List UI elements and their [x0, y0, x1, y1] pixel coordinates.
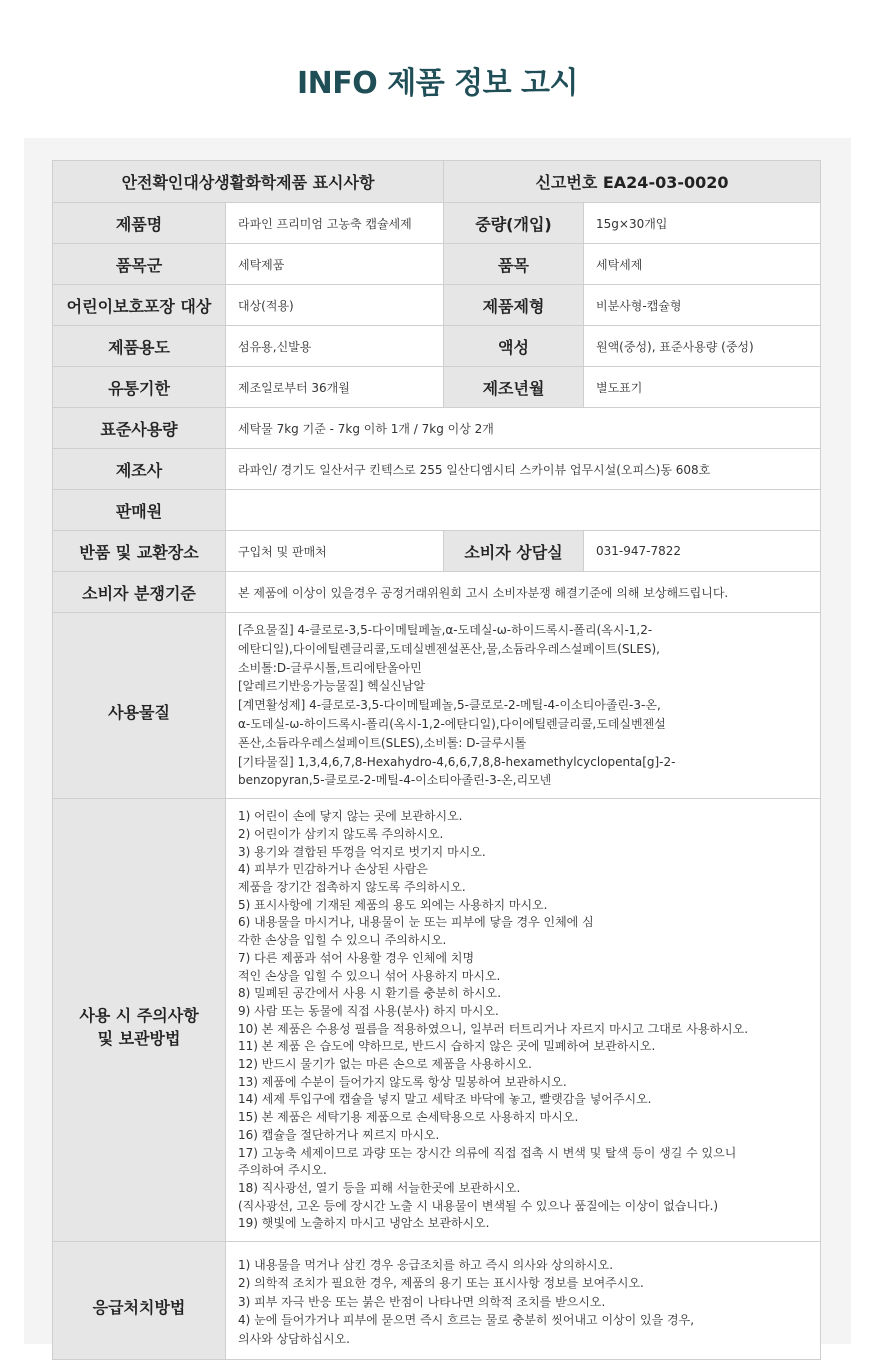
label-precautions: 사용 시 주의사항 및 보관방법	[53, 799, 226, 1242]
table-row	[53, 531, 821, 572]
label-first-aid: 응급처치방법	[53, 1242, 226, 1360]
label-weight: 중량(개입)	[444, 203, 584, 244]
table-row	[53, 244, 821, 285]
label-consumer-center: 소비자 상담실	[444, 531, 584, 572]
table-row	[53, 408, 821, 449]
value-first-aid: 1) 내용물을 먹거나 삼킨 경우 응급조치를 하고 즉시 의사와 상의하시오. 2) 의학적 조치가 필요한 경우, 제품의 용기 또는 표시사항 정보를 보여주시오. 3) 피부 자극 반응 또는 붉은 반점이 나타나면 의학적 조치를 받으시오. 4) 눈에 들어가거나 피부에 묻으면 즉시 흐르는 물로 충분히 씻어내고 이상이 있을 경우, 의사와 상담하십시오.	[226, 1242, 821, 1360]
label-product-name: 제품명	[53, 203, 226, 244]
table-row	[53, 449, 821, 490]
label-child-pack: 어린이보호포장 대상	[53, 285, 226, 326]
label-category: 품목군	[53, 244, 226, 285]
table-row	[53, 1242, 821, 1360]
value-returns: 구입처 및 판매처	[226, 531, 444, 572]
value-precautions: 1) 어린이 손에 닿지 않는 곳에 보관하시오. 2) 어린이가 삼키지 않도록 주의하시오. 3) 용기와 결합된 뚜껑을 억지로 벗기지 마시오. 4) 피부가 민감하거나 손상된 사람은 제품을 장기간 접촉하지 않도록 주의하시오. 5) 표시사항에 기재된 제품의 용도 외에는 사용하지 마시오. 6) 내용물을 마시거나, 내용물이 눈 또는 피부에 닿을 경우 인체에 심 각한 손상을 입힐 수 있으니 주의하시오. 7) 다른 제품과 섞어 사용할 경우 인체에 치명 적인 손상을 입힐 수 있으니 섞어 사용하지 마시오. 8) 밀폐된 공간에서 사용 시 환기를 충분히 하시오. 9) 사람 또는 동물에 직접 사용(분사) 하지 마시오. 10) 본 제품은 수용성 필름을 적용하였으니, 일부러 터트리거나 자르지 마시고 그대로 사용하시오. 11) 본 제품 은 습도에 약하므로, 반드시 습하지 않은 곳에 밀폐하여 보관하시오. 12) 반드시 물기가 없는 마른 손으로 제품을 사용하시오. 13) 제품에 수분이 들어가지 않도록 항상 밀봉하여 보관하시오. 14) 세제 투입구에 캡슐을 넣지 말고 세탁조 바닥에 놓고, 빨랫감을 넣어주시오. 15) 본 제품은 세탁기용 제품으로 손세탁용으로 사용하지 마시오. 16) 캡슐을 절단하거나 찌르지 마시오. 17) 고농축 세제이므로 과량 또는 장시간 의류에 직접 접촉 시 변색 및 탈색 등이 생길 수 있으니 주의하여 주시오. 18) 직사광선, 열기 등을 피해 서늘한곳에 보관하시오. (직사광선, 고온 등에 장시간 노출 시 내용물이 변색될 수 있으나 품질에는 이상이 없습니다.) 19) 햇빛에 노출하지 마시고 냉암소 보관하시오.	[226, 799, 821, 1242]
value-weight: 15g×30개입	[584, 203, 821, 244]
label-manufacturer: 제조사	[53, 449, 226, 490]
label-ph: 액성	[444, 326, 584, 367]
value-item: 세탁세제	[584, 244, 821, 285]
value-manufacturer: 라파인/ 경기도 일산서구 킨텍스로 255 일산디엠시티 스카이뷰 업무시설(오피스)동 608호	[226, 449, 821, 490]
label-expiry: 유통기한	[53, 367, 226, 408]
value-consumer-center: 031-947-7822	[584, 531, 821, 572]
value-formulation: 비분사형-캡슐형	[584, 285, 821, 326]
value-product-name: 라파인 프리미엄 고농축 캡슐세제	[226, 203, 444, 244]
value-dispute: 본 제품에 이상이 있을경우 공정거래위원회 고시 소비자분쟁 해결기준에 의해 보상해드립니다.	[226, 572, 821, 613]
label-standard-amount: 표준사용량	[53, 408, 226, 449]
value-category: 세탁제품	[226, 244, 444, 285]
label-formulation: 제품제형	[444, 285, 584, 326]
table-header-left: 안전확인대상생활화학제품 표시사항	[53, 161, 444, 203]
table-row	[53, 326, 821, 367]
label-returns: 반품 및 교환장소	[53, 531, 226, 572]
table-row	[53, 799, 821, 1242]
page-title: INFO 제품 정보 고시	[297, 66, 578, 101]
table-header-row	[53, 161, 821, 203]
table-row	[53, 613, 821, 799]
label-item: 품목	[444, 244, 584, 285]
value-seller	[226, 490, 821, 531]
value-usage: 섬유용,신발용	[226, 326, 444, 367]
label-seller: 판매원	[53, 490, 226, 531]
value-manufacture-date: 별도표기	[584, 367, 821, 408]
table-row	[53, 285, 821, 326]
table-row	[53, 367, 821, 408]
label-usage: 제품용도	[53, 326, 226, 367]
label-dispute: 소비자 분쟁기준	[53, 572, 226, 613]
table-row	[53, 490, 821, 531]
value-ph: 원액(중성), 표준사용량 (중성)	[584, 326, 821, 367]
label-ingredients: 사용물질	[53, 613, 226, 799]
value-child-pack: 대상(적용)	[226, 285, 444, 326]
table-row	[53, 203, 821, 244]
table-header-right: 신고번호 EA24-03-0020	[444, 161, 821, 203]
label-manufacture-date: 제조년월	[444, 367, 584, 408]
value-expiry: 제조일로부터 36개월	[226, 367, 444, 408]
product-info-table	[52, 160, 821, 1360]
value-standard-amount: 세탁물 7kg 기준 - 7kg 이하 1개 / 7kg 이상 2개	[226, 408, 821, 449]
table-row	[53, 572, 821, 613]
value-ingredients: [주요물질] 4-클로로-3,5-다이메틸페놀,α-도데실-ω-하이드록시-폴리(옥시-1,2- 에탄디일),다이에틸렌글리콜,도데실벤젠설폰산,물,소듐라우레스설페이트(SLES), 소비톨:D-글루시톨,트리에탄올아민 [알레르기반응가능물질] 헥실신남알 [계면활성제] 4-클로로-3,5-다이메틸페놀,5-클로로-2-메틸-4-이소티아졸린-3-온, α-도데실-ω-하이드록시-폴리(옥시-1,2-에탄디일),다이에틸렌글리콜,도데실벤젠설 폰산,소듐라우레스설페이트(SLES),소비톨: D-글루시톨 [기타물질] 1,3,4,6,7,8-Hexahydro-4,6,6,7,8,8-hexamethylcyclopenta[g]-2- benzopyran,5-클로로-2-메틸-4-이소티아졸린-3-온,리모넨	[226, 613, 821, 799]
